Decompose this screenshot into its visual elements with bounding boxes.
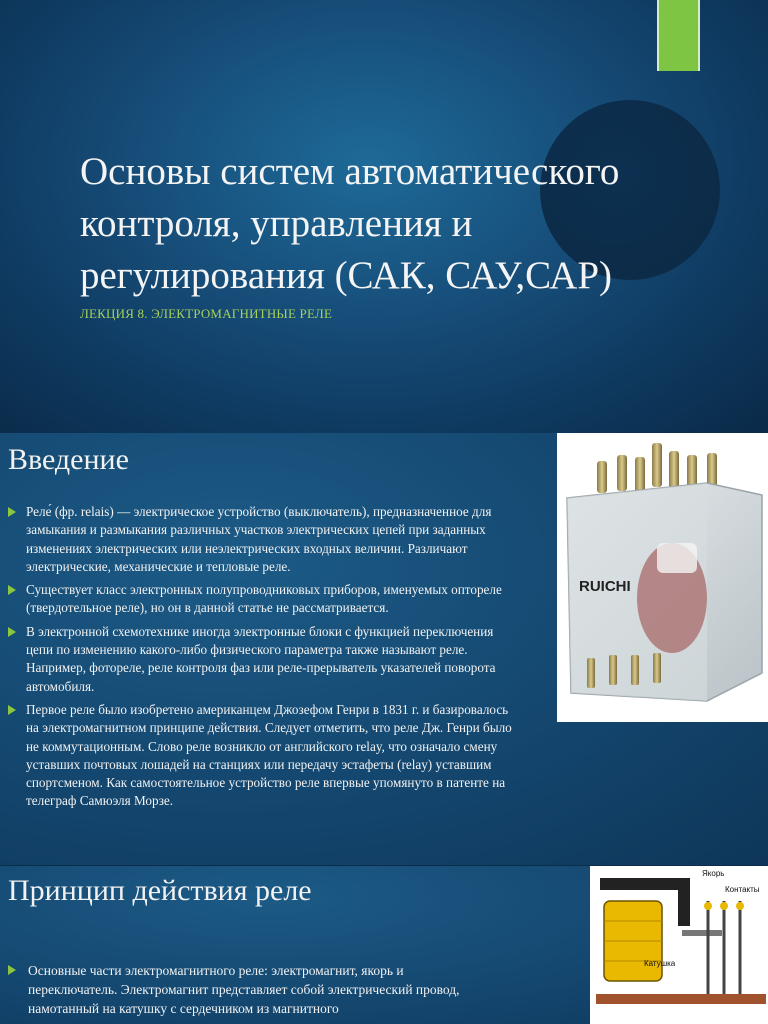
relay-illustration — [557, 433, 768, 722]
accent-tab — [657, 0, 700, 71]
list-item — [8, 623, 513, 696]
label-coil: Катушка — [644, 959, 676, 968]
bullet-arrow-icon — [8, 507, 16, 517]
label-contacts: Контакты — [725, 885, 760, 894]
list-item — [8, 581, 513, 618]
slide-title: Основы систем автоматического контроля, управления и регулирования (САК, САУ,САР) — [80, 150, 620, 297]
intro-heading: Введение — [8, 443, 129, 476]
bullet-arrow-icon — [8, 627, 16, 637]
relay-brand-label: RUICHI — [579, 578, 631, 595]
relay-photo — [557, 433, 768, 722]
slide-subtitle: ЛЕКЦИЯ 8. ЭЛЕКТРОМАГНИТНЫЕ РЕЛЕ — [80, 306, 333, 321]
bullet-text: Основные части электромагнитного реле: электромагнит, якорь и переключатель. Электромагнит представляет собой электрический провод, намотанный на катушку с сердечником из магнитного — [28, 963, 460, 1016]
bullet-text: Первое реле было изобретено американцем Джозефом Генри в 1831 г. и базировалось на электромагнитном принципе действия. Следует отметить, что реле Дж. Генри было не коммутационным. Слово реле возникло от английского relay, что означало смену уставших почтовых лошадей на станциях или передачу эстафеты (relay) уставшим спортсменом. Как самостоятельное устройство реле впервые упомянуто в патенте на телеграф Самюэля Морзе. — [26, 701, 512, 809]
bullet-text: Существует класс электронных полупроводниковых приборов, именуемых оптореле (твердотельное реле), но он в данной статье не рассматривается. — [26, 582, 502, 616]
bullet-text: В электронной схемотехнике иногда электронные блоки с функцией переключения цепи по изменению какого-либо физического параметра также называют реле. Например, фотореле, реле контроля фаз или реле-прерыватель указателей поворота автомобиля. — [26, 623, 496, 694]
intro-slide — [0, 433, 768, 865]
principle-slide — [0, 866, 768, 1024]
bullet-arrow-icon — [8, 705, 16, 715]
principle-bullet-list — [8, 961, 488, 1018]
list-item — [8, 503, 513, 576]
relay-diagram-illustration — [590, 866, 768, 1024]
intro-bullet-list — [8, 503, 513, 816]
list-item — [8, 961, 488, 1018]
bullet-text: Реле́ (фр. relais) — электрическое устройство (выключатель), предназначенное для замыкания и размыкания различных участков электрических цепей при заданных изменениях электрических или неэлектрических входных величин. Различают электрические, механические и тепловые реле. — [26, 504, 492, 574]
relay-diagram — [590, 866, 768, 1024]
bullet-arrow-icon — [8, 965, 16, 975]
title-slide — [0, 0, 768, 433]
bullet-arrow-icon — [8, 585, 16, 595]
principle-heading: Принцип действия реле — [8, 874, 312, 907]
list-item — [8, 701, 513, 811]
label-armature: Якорь — [702, 869, 725, 878]
